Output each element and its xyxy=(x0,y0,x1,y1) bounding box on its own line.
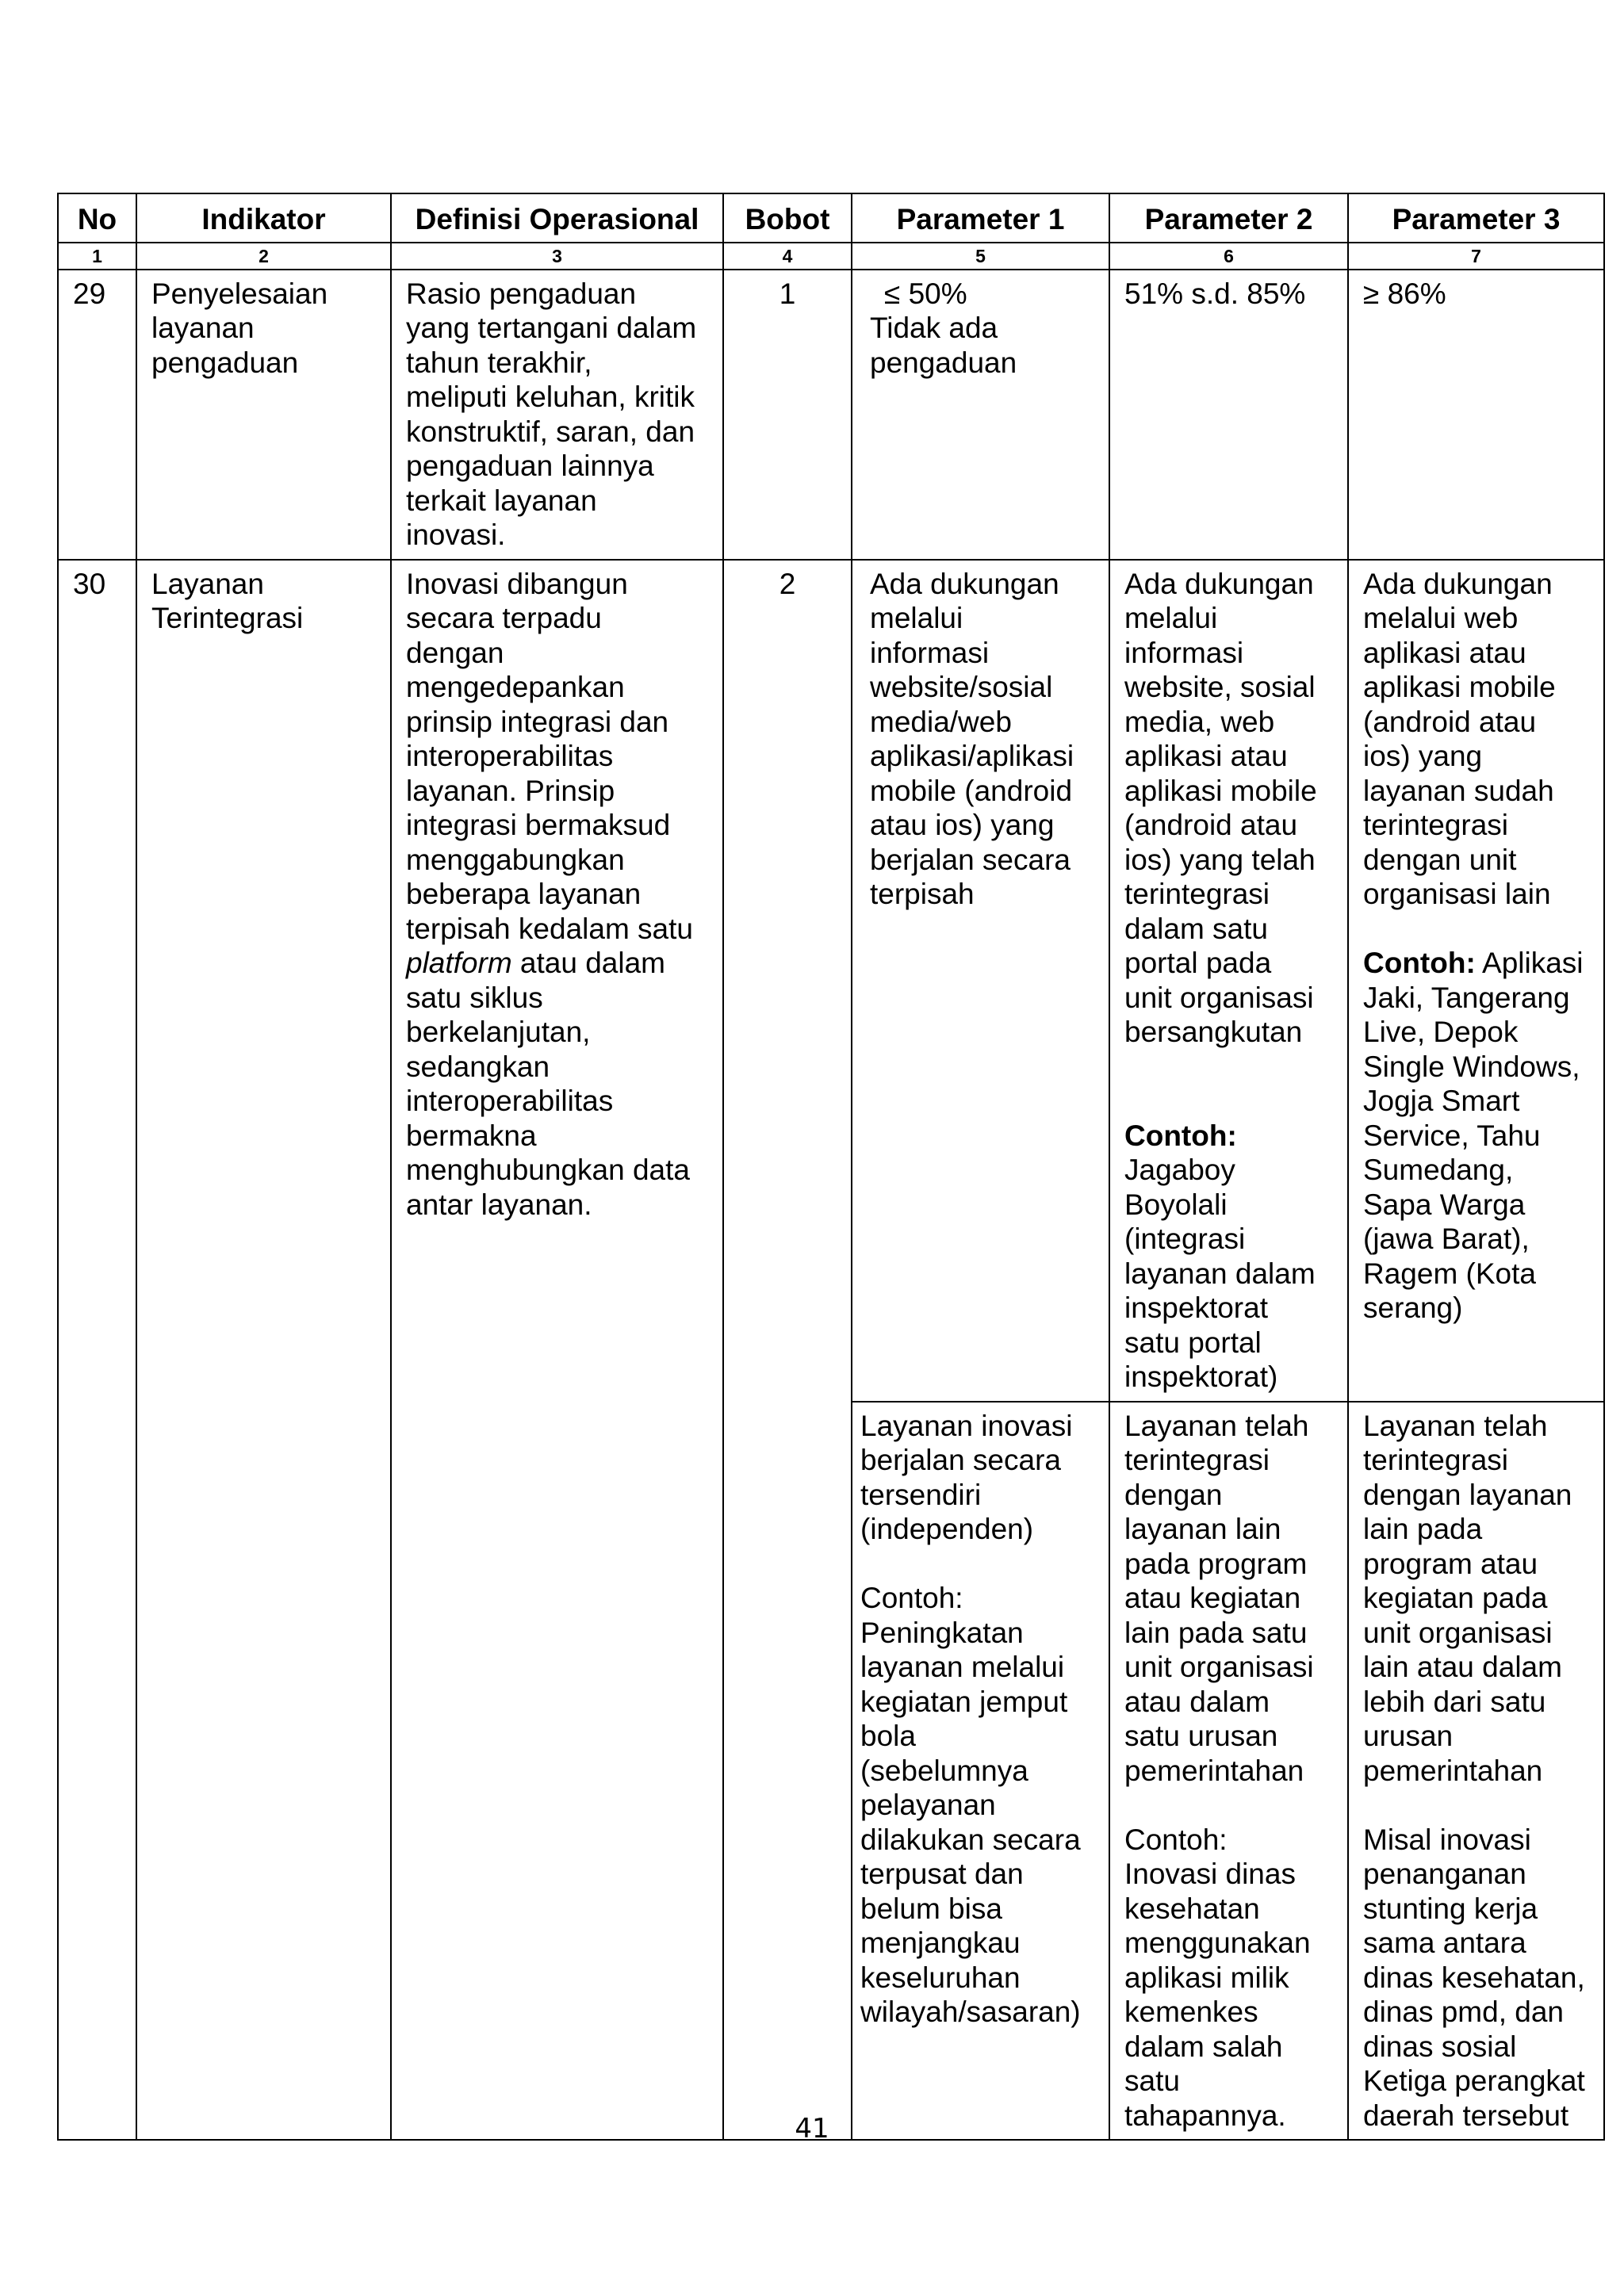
header-no: No xyxy=(58,193,136,243)
table-row-29 xyxy=(58,270,1604,560)
column-number-row xyxy=(58,243,1604,270)
header-parameter-1: Parameter 1 xyxy=(852,193,1109,243)
indicator-table xyxy=(57,193,1605,2141)
row30a-p3-contoh-label: Contoh: xyxy=(1363,947,1476,979)
col-number: 4 xyxy=(723,243,852,270)
row30b-parameter-3: Layanan telah terintegrasi dengan layanan lain pada program atau kegiatan pada unit organisasi lain atau dalam lebih dari satu urusan pemerintahan Misal inovasi penanganan stunting kerja sama antara dinas kesehatan, dinas pmd, dan dinas sosial Ketiga perangkat daerah tersebut xyxy=(1348,1402,1604,2141)
row30-bobot: 2 xyxy=(723,560,852,2141)
row30-indikator: Layanan Terintegrasi xyxy=(136,560,391,2141)
row29-p1-note: Tidak ada pengaduan xyxy=(870,312,1017,379)
row30a-p2-text: Ada dukungan melalui informasi website, sosial media, web aplikasi atau aplikasi mobile (android atau ios) yang telah terintegrasi dalam satu portal pada unit organisasi bersangkutan xyxy=(1124,567,1317,1048)
row30a-p2-contoh: Jagaboy Boyolali (integrasi layanan dalam inspektorat satu portal inspektorat) xyxy=(1124,1154,1316,1393)
header-definisi: Definisi Operasional xyxy=(391,193,723,243)
row29-parameter-1 xyxy=(852,270,1109,560)
header-indikator: Indikator xyxy=(136,193,391,243)
header-parameter-2: Parameter 2 xyxy=(1109,193,1348,243)
row30a-parameter-3 xyxy=(1348,560,1604,1402)
col-number: 3 xyxy=(391,243,723,270)
row29-parameter-2: 51% s.d. 85% xyxy=(1109,270,1348,560)
row29-no: 29 xyxy=(58,270,136,560)
row30b-parameter-1: Layanan inovasi berjalan secara tersendiri (independen) Contoh: Peningkatan layanan melalui kegiatan jemput bola (sebelumnya pelayanan dilakukan secara terpusat dan belum bisa menjangkau keseluruhan wilayah/sasaran) xyxy=(852,1402,1109,2141)
row30a-parameter-1: Ada dukungan melalui informasi website/sosial media/web aplikasi/aplikasi mobile (android atau ios) yang berjalan secara terpisah xyxy=(852,560,1109,1402)
row30b-parameter-2: Layanan telah terintegrasi dengan layanan lain pada program atau kegiatan lain pada satu unit organisasi atau dalam satu urusan pemerintahan Contoh: Inovasi dinas kesehatan menggunakan aplikasi milik kemenkes dalam salah satu tahapannya. xyxy=(1109,1402,1348,2141)
row29-p1-threshold: ≤ 50% xyxy=(884,277,967,310)
page-number: 41 xyxy=(795,2113,829,2145)
header-parameter-3: Parameter 3 xyxy=(1348,193,1604,243)
row30-definisi-part2: atau dalam satu siklus berkelanjutan, sedangkan interoperabilitas bermakna menghubungkan data antar layanan. xyxy=(406,947,690,1221)
row29-bobot: 1 xyxy=(723,270,852,560)
col-number: 7 xyxy=(1348,243,1604,270)
header-row xyxy=(58,193,1604,243)
table-row-30a xyxy=(58,560,1604,1402)
row30-definisi-italic: platform xyxy=(406,947,512,979)
col-number: 5 xyxy=(852,243,1109,270)
col-number: 6 xyxy=(1109,243,1348,270)
col-number: 1 xyxy=(58,243,136,270)
row30-no: 30 xyxy=(58,560,136,2141)
header-bobot: Bobot xyxy=(723,193,852,243)
row30a-p2-contoh-label: Contoh: xyxy=(1124,1119,1237,1152)
row30-definisi-part1: Inovasi dibangun secara terpadu dengan mengedepankan prinsip integrasi dan interoperabilitas layanan. Prinsip integrasi bermaksud menggabungkan beberapa layanan terpisah kedalam satu xyxy=(406,567,693,945)
row30a-p3-text: Ada dukungan melalui web aplikasi atau aplikasi mobile (android atau ios) yang layanan sudah terintegrasi dengan unit organisasi lain xyxy=(1363,567,1556,910)
col-number: 2 xyxy=(136,243,391,270)
row30a-parameter-2 xyxy=(1109,560,1348,1402)
row29-indikator: Penyelesaian layanan pengaduan xyxy=(136,270,391,560)
row30-definisi xyxy=(391,560,723,2141)
row29-parameter-3: ≥ 86% xyxy=(1348,270,1604,560)
row30a-p3-contoh: Aplikasi Jaki, Tangerang Live, Depok Single Windows, Jogja Smart Service, Tahu Sumedang, Sapa Warga (jawa Barat), Ragem (Kota serang) xyxy=(1363,947,1584,1324)
row29-definisi: Rasio pengaduan yang tertangani dalam tahun terakhir, meliputi keluhan, kritik konstruktif, saran, dan pengaduan lainnya terkait layanan inovasi. xyxy=(391,270,723,560)
